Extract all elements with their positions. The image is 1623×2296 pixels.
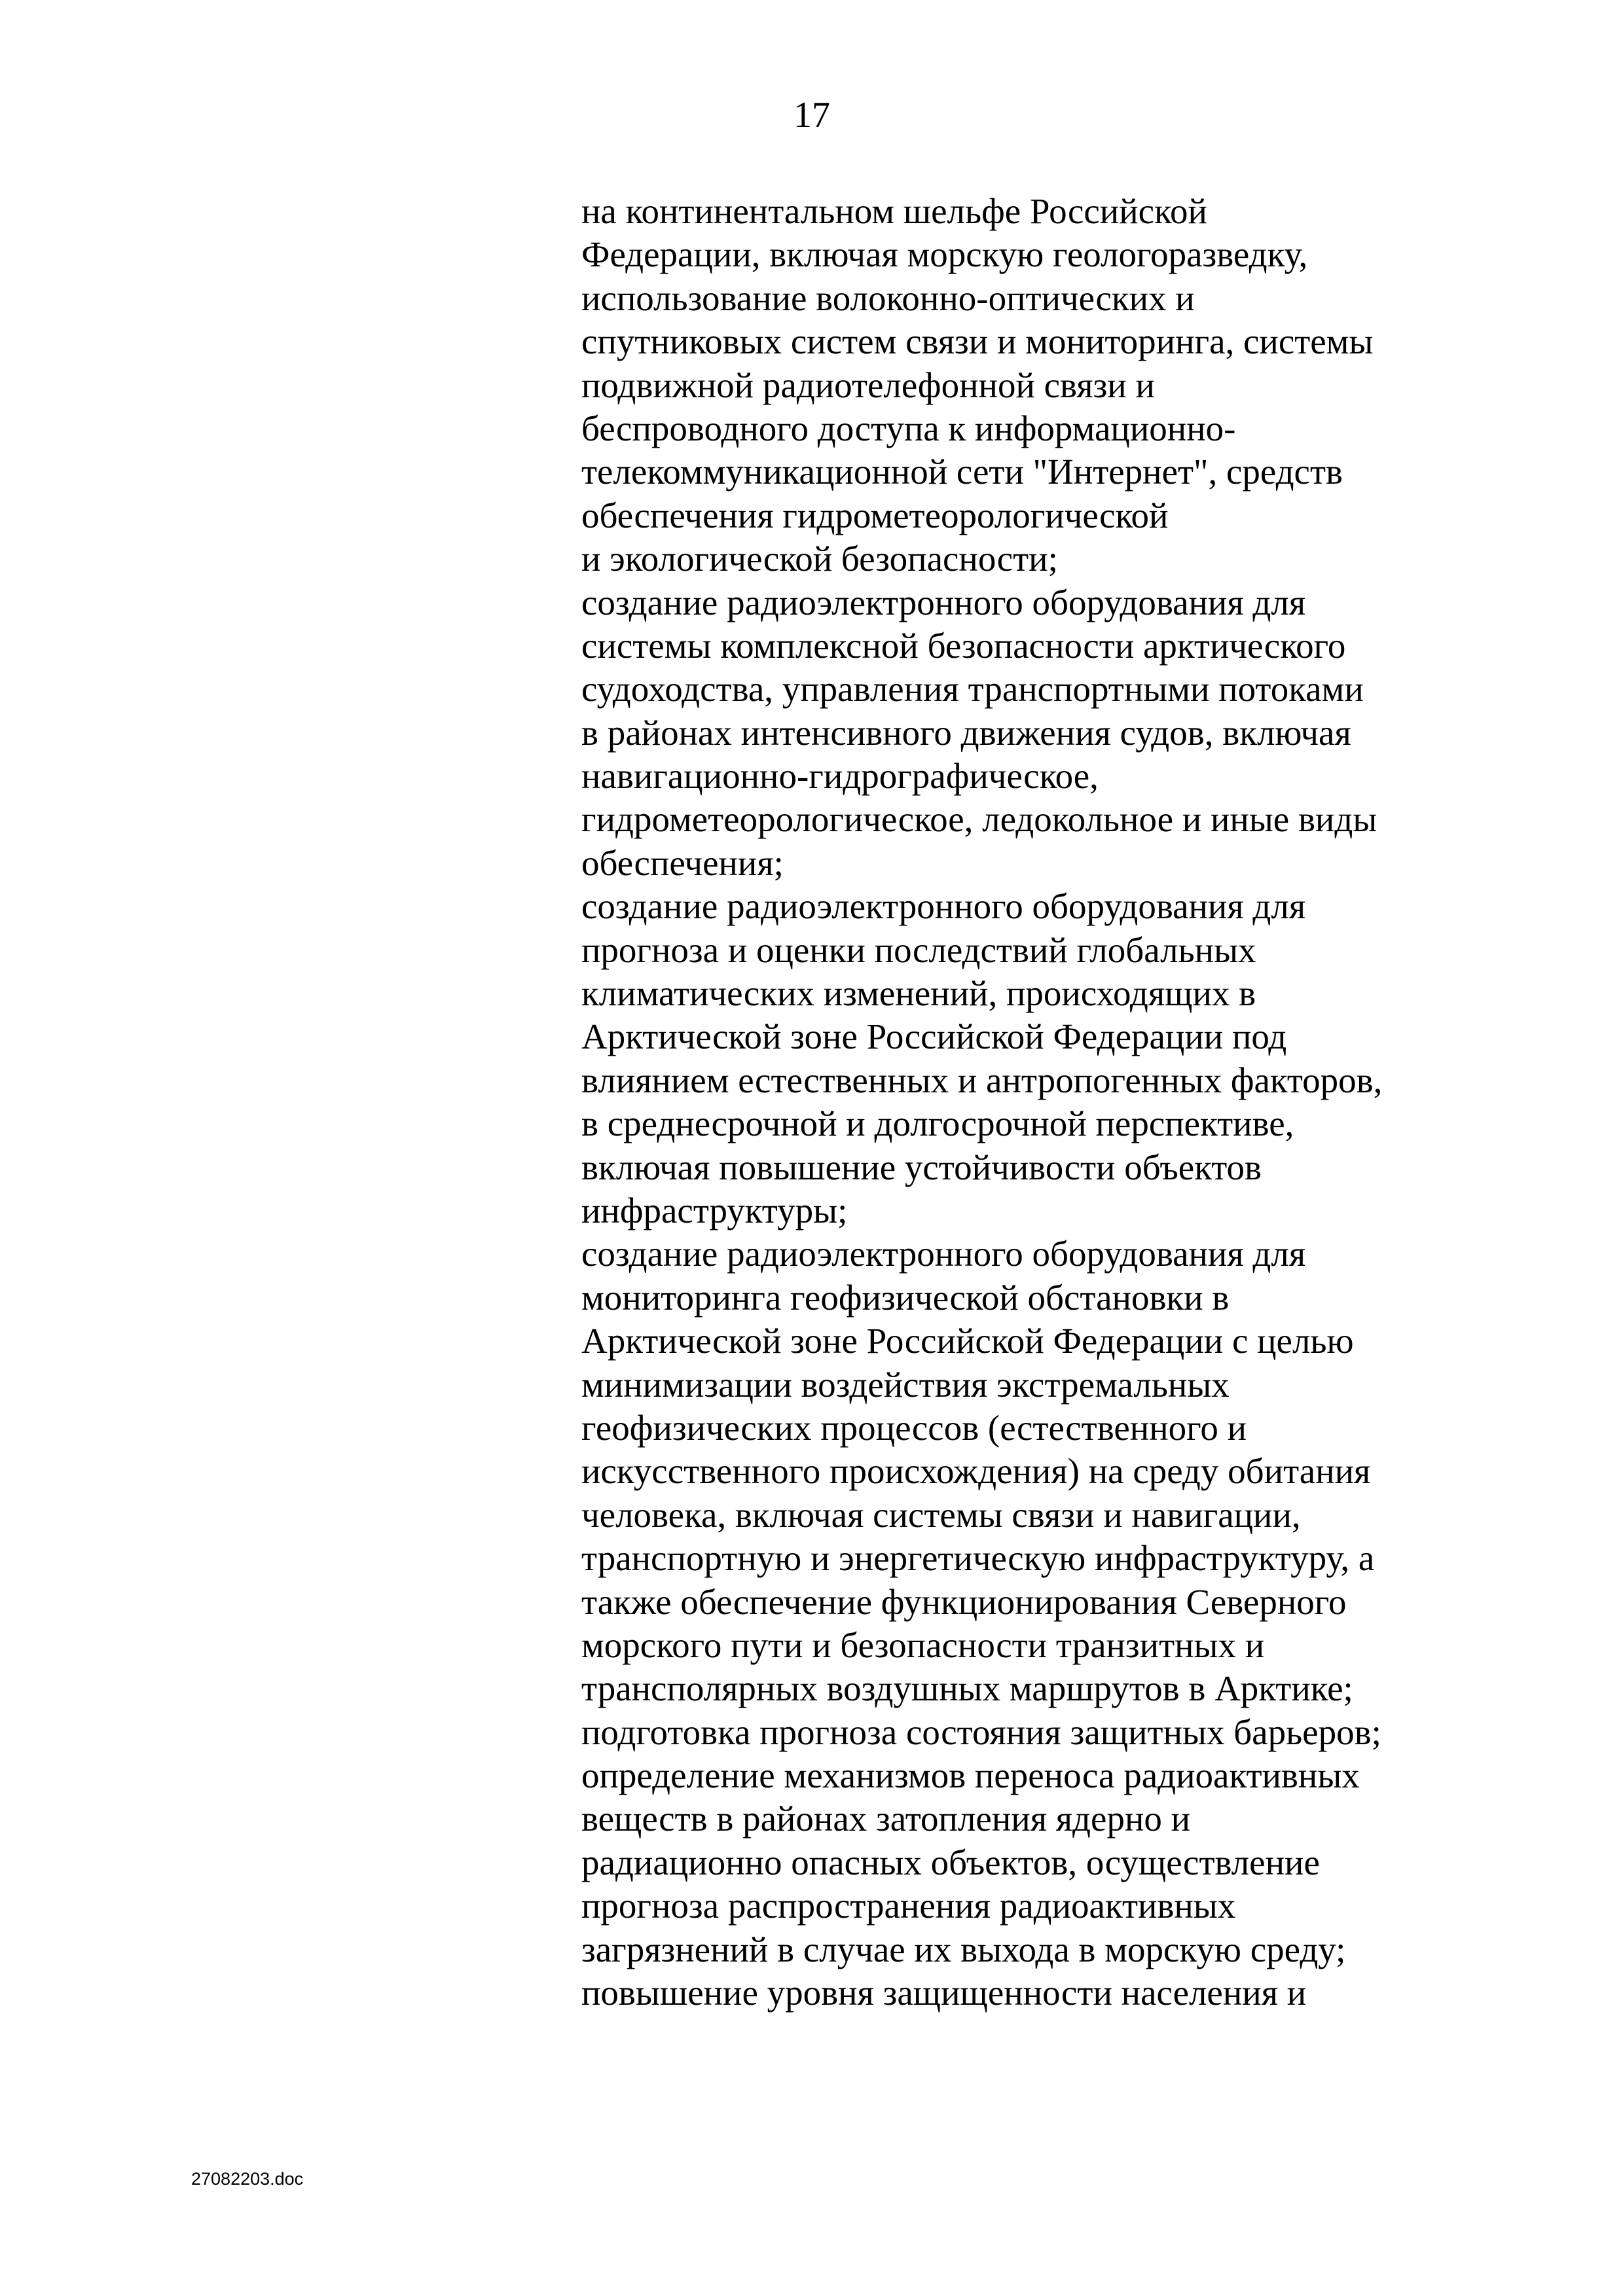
text-line: повышение уровня защищенности населения и — [581, 1973, 1307, 2013]
text-line: также обеспечение функционирования Северного — [581, 1581, 1347, 1622]
text-line: создание радиоэлектронного оборудования для — [581, 886, 1306, 927]
text-line: Арктической зоне Российской Федерации с целью — [581, 1321, 1354, 1361]
text-line: морского пути и безопасности транзитных и — [581, 1624, 1265, 1665]
text-line: Арктической зоне Российской Федерации под — [581, 1016, 1287, 1057]
text-line: трансполярных воздушных маршрутов в Арктике; — [581, 1668, 1353, 1709]
text-line: влиянием естественных и антропогенных факторов, — [581, 1060, 1383, 1100]
text-line: искусственного происхождения) на среду обитания — [581, 1451, 1371, 1492]
text-line: Федерации, включая морскую геологоразведку, — [581, 234, 1308, 275]
text-line: человека, включая системы связи и навигации, — [581, 1494, 1301, 1535]
text-line: инфраструктуры; — [581, 1190, 848, 1230]
text-line: обеспечения; — [581, 842, 784, 883]
text-line: включая повышение устойчивости объектов — [581, 1147, 1262, 1187]
text-line: телекоммуникационной сети "Интернет", средств — [581, 452, 1343, 492]
body-text — [581, 190, 1524, 2015]
text-line: создание радиоэлектронного оборудования для — [581, 1234, 1306, 1274]
text-line: прогноза распространения радиоактивных — [581, 1886, 1236, 1926]
footer-doc-code: 27082203.doc — [191, 2169, 304, 2189]
text-line: создание радиоэлектронного оборудования для — [581, 582, 1306, 622]
text-line: подготовка прогноза состояния защитных барьеров; — [581, 1712, 1381, 1752]
text-line: в среднесрочной и долгосрочной перспективе, — [581, 1103, 1294, 1144]
text-line: загрязнений в случае их выхода в морскую среду; — [581, 1929, 1346, 1969]
text-line: мониторинга геофизической обстановки в — [581, 1277, 1230, 1318]
text-line: обеспечения гидрометеорологической — [581, 495, 1169, 535]
text-line: радиационно опасных объектов, осуществление — [581, 1842, 1320, 1882]
text-line: на континентальном шельфе Российской — [581, 191, 1207, 231]
text-line: спутниковых систем связи и мониторинга, системы — [581, 321, 1374, 362]
text-line: минимизации воздействия экстремальных — [581, 1364, 1230, 1405]
text-line: судоходства, управления транспортными потоками — [581, 669, 1364, 709]
text-line: определение механизмов переноса радиоактивных — [581, 1755, 1360, 1796]
text-line: и экологической безопасности; — [581, 539, 1058, 579]
text-line: геофизических процессов (естественного и — [581, 1407, 1247, 1448]
text-line: транспортную и энергетическую инфраструктуру, а — [581, 1538, 1375, 1579]
text-line: системы комплексной безопасности арктического — [581, 625, 1346, 666]
text-line: подвижной радиотелефонной связи и — [581, 365, 1155, 405]
text-line: прогноза и оценки последствий глобальных — [581, 929, 1256, 970]
text-line: веществ в районах затопления ядерно и — [581, 1799, 1191, 1839]
text-line: навигационно-гидрографическое, — [581, 756, 1099, 797]
text-line: использование волоконно-оптических и — [581, 278, 1195, 318]
text-line: климатических изменений, происходящих в — [581, 973, 1256, 1014]
text-line: в районах интенсивного движения судов, включая — [581, 712, 1351, 753]
page-number: 17 — [793, 95, 830, 135]
text-line: гидрометеорологическое, ледокольное и иные виды — [581, 799, 1377, 840]
text-line: беспроводного доступа к информационно- — [581, 408, 1236, 448]
